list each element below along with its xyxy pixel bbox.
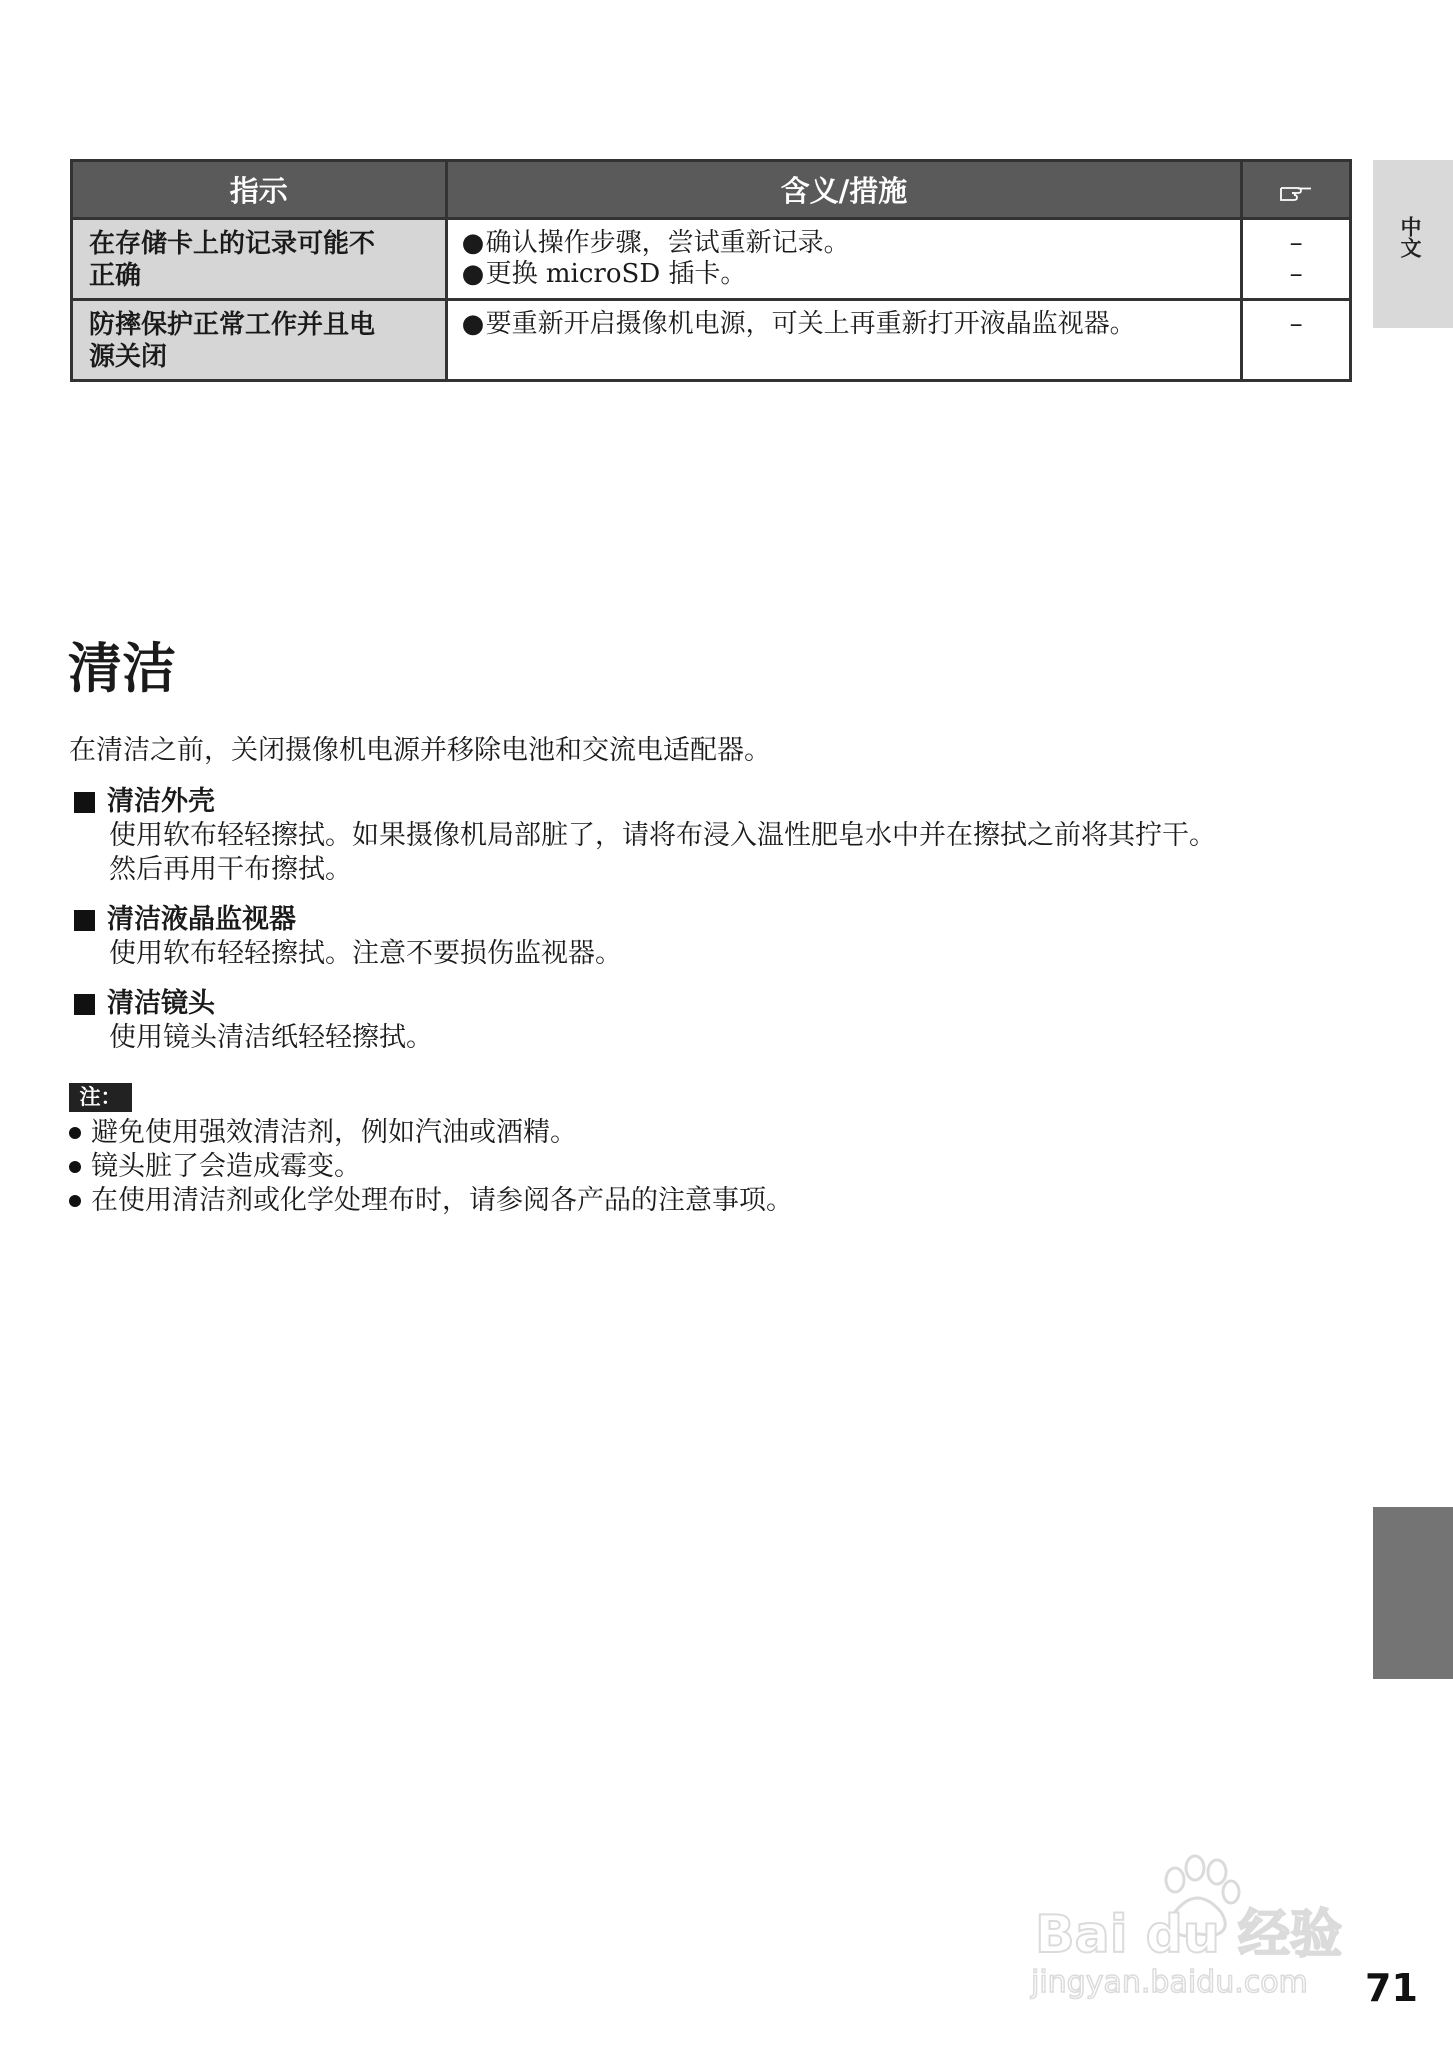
indication-text: 源关闭 (89, 342, 168, 372)
reference-cell (1242, 300, 1351, 381)
troubleshooting-table (70, 159, 1352, 382)
item-heading-text: 清洁外壳 (107, 786, 215, 817)
section-title: 清洁 (68, 637, 176, 700)
bullet-dot-icon (69, 1195, 81, 1207)
pointing-hand-icon (1278, 180, 1314, 204)
bullet-icon: ● (461, 259, 485, 289)
bullet-icon: ● (461, 309, 485, 339)
watermark-url: jingyan.baidu.com (1031, 1965, 1308, 2000)
indication-text: 正确 (89, 261, 142, 291)
bullet-dot-icon (69, 1127, 81, 1139)
note-text: 在使用清洁剂或化学处理布时，请参阅各产品的注意事项。 (91, 1185, 793, 1216)
cleaning-item-lcd (74, 903, 622, 971)
header-indication: 指示 (72, 161, 447, 219)
language-tab-label: 中文 (1398, 216, 1422, 258)
table-row (72, 219, 1351, 300)
page-number: 71 (1365, 1966, 1418, 2010)
table-header-row (72, 161, 1351, 219)
bullet-icon: ● (461, 228, 485, 258)
note-list (69, 1116, 793, 1218)
item-heading (74, 987, 433, 1021)
note-label: 注： (69, 1083, 132, 1112)
reference-cell (1242, 219, 1351, 300)
indication-cell (72, 300, 447, 381)
watermark-brand: Bai du 经验 (1035, 1905, 1342, 1965)
item-body-line: 使用镜头清洁纸轻轻擦拭。 (109, 1022, 433, 1053)
indication-text: 防摔保护正常工作并且电 (89, 310, 376, 340)
note-item (69, 1150, 793, 1184)
item-body-line: 使用软布轻轻擦拭。注意不要损伤监视器。 (109, 938, 622, 969)
measure-item (462, 309, 1227, 340)
square-bullet-icon (74, 910, 95, 931)
measure-cell (446, 219, 1242, 300)
note-item (69, 1116, 793, 1150)
measure-text: 更换 microSD 插卡。 (485, 259, 747, 289)
item-heading-text: 清洁镜头 (107, 988, 215, 1019)
header-meaning: 含义/措施 (446, 161, 1242, 219)
measure-item (462, 228, 1227, 259)
item-body-line: 然后再用干布擦拭。 (109, 854, 352, 885)
square-bullet-icon (74, 994, 95, 1015)
measure-text: 确认操作步骤，尝试重新记录。 (485, 228, 850, 258)
indication-text: 在存储卡上的记录可能不 (89, 229, 376, 259)
note-item (69, 1184, 793, 1218)
indication-cell (72, 219, 447, 300)
item-heading (74, 785, 1216, 819)
table-row (72, 300, 1351, 381)
section-index-block (1373, 1507, 1453, 1679)
cleaning-item-lens (74, 987, 433, 1055)
note-text: 避免使用强效清洁剂，例如汽油或酒精。 (91, 1117, 577, 1148)
measure-text: 要重新开启摄像机电源，可关上再重新打开液晶监视器。 (485, 309, 1136, 339)
section-intro: 在清洁之前，关闭摄像机电源并移除电池和交流电适配器。 (69, 735, 771, 766)
item-body-line: 使用软布轻轻擦拭。如果摄像机局部脏了，请将布浸入温性肥皂水中并在擦拭之前将其拧干。 (109, 820, 1216, 851)
reference-dash: – (1289, 228, 1303, 258)
language-tab (1373, 160, 1453, 328)
reference-dash: – (1289, 259, 1303, 289)
baidu-watermark-logo (1025, 1842, 1365, 2002)
square-bullet-icon (74, 792, 95, 813)
header-reference (1242, 161, 1351, 219)
measure-cell (446, 300, 1242, 381)
note-text: 镜头脏了会造成霉变。 (91, 1151, 361, 1182)
item-heading (74, 903, 622, 937)
cleaning-item-housing (74, 785, 1216, 887)
reference-dash: – (1289, 309, 1303, 339)
item-heading-text: 清洁液晶监视器 (107, 904, 296, 935)
bullet-dot-icon (69, 1161, 81, 1173)
measure-item (462, 259, 1227, 290)
